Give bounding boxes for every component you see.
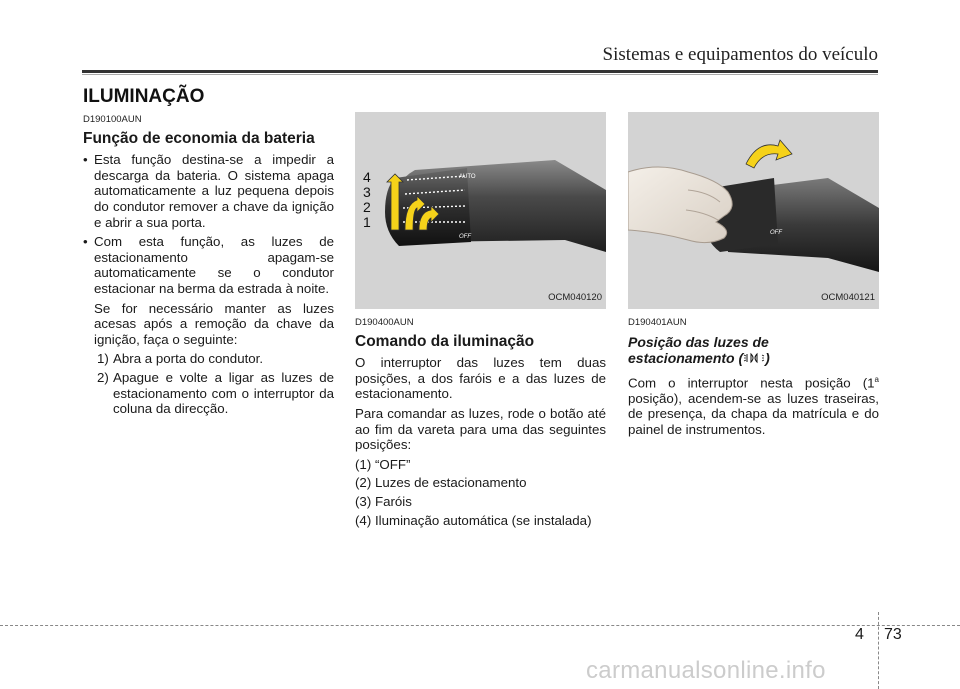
section-code: D190400AUN [355,317,414,328]
page-number: 73 [884,626,902,643]
step-text: Apague e volte a ligar as luzes de estacionamento com o interruptor da coluna da direcção. [113,369,334,417]
section-heading [628,334,879,366]
position-number: 3 [363,184,371,200]
section-code: D190401AUN [628,317,687,328]
position-number: 2 [363,199,371,215]
paragraph [628,372,879,438]
parking-light-icon [743,352,765,364]
header-rule-thin [82,74,878,75]
rotate-arrow-icon [746,140,792,168]
running-header: Sistemas e equipamentos do veículo [602,44,878,65]
light-switch-illustration [355,112,606,309]
list-item: (4) Iluminação automática (se instalada) [355,512,592,528]
bullet-item: • Esta função destina-se a impedir a descarga da bateria. O sistema apaga automaticamente a luz pequena depois do condutor remover a chave da ignição e abrir a sua porta. [83,152,334,230]
figure-light-switch-positions [355,112,606,309]
watermark: carmanualsonline.info [586,657,826,684]
text-span: Com o interruptor nesta posição (1 [628,375,875,391]
list-item: (3) Faróis [355,493,412,509]
section-title: ILUMINAÇÃO [83,86,205,107]
column-parking-lights [628,112,879,441]
section-heading: Comando da iluminação [355,332,535,350]
column-battery-saver [83,112,334,420]
position-number: 1 [363,214,371,230]
off-label: OFF [770,230,782,236]
section-heading: Função de economia da bateria [83,129,315,147]
auto-label: AUTO [459,174,476,180]
step-number: 1) [97,351,109,367]
figure-caption: OCM040121 [821,292,875,304]
ordinal-sup: a [874,374,879,384]
numbered-step [83,351,334,367]
footer-divider [878,612,879,689]
section-code: D190100AUN [83,114,142,125]
chapter-number: 4 [855,626,864,643]
figure-caption: OCM040120 [548,292,602,304]
numbered-step [83,370,334,417]
hand-switch-illustration [628,112,879,309]
step-number: 2) [97,369,109,385]
list-item: (2) Luzes de estacionamento [355,475,527,491]
list-item: (1) “OFF” [355,456,411,472]
heading-text: ) [765,349,770,366]
paragraph: Para comandar as luzes, rode o botão até ao fim da vareta para uma das seguintes posições: [355,405,606,453]
figure-hand-rotating-switch [628,112,879,309]
bullet-item: • Com esta função, as luzes de estacionamento apagam-se automaticamente se o condutor estacionar na berma da estrada à noite. [83,234,334,296]
paragraph: Se for necessário manter as luzes acesas após a remoção da chave da ignição, faça o seguinte: [94,300,334,347]
off-label: OFF [459,234,471,240]
text-span: posição), acendem-se as luzes traseiras, de presença, da chapa da matrícula e do painel de instrumentos. [628,390,879,437]
heading-text: Posição das luzes de estacionamento ( [628,333,769,366]
step-text: Abra a porta do condutor. [113,351,264,367]
footer-rule [0,625,960,626]
paragraph: O interruptor das luzes tem duas posições, a dos faróis e a das luzes de estacionamento. [355,355,606,402]
header-rule [82,70,878,73]
position-number: 4 [363,169,371,185]
column-light-control [355,112,606,531]
